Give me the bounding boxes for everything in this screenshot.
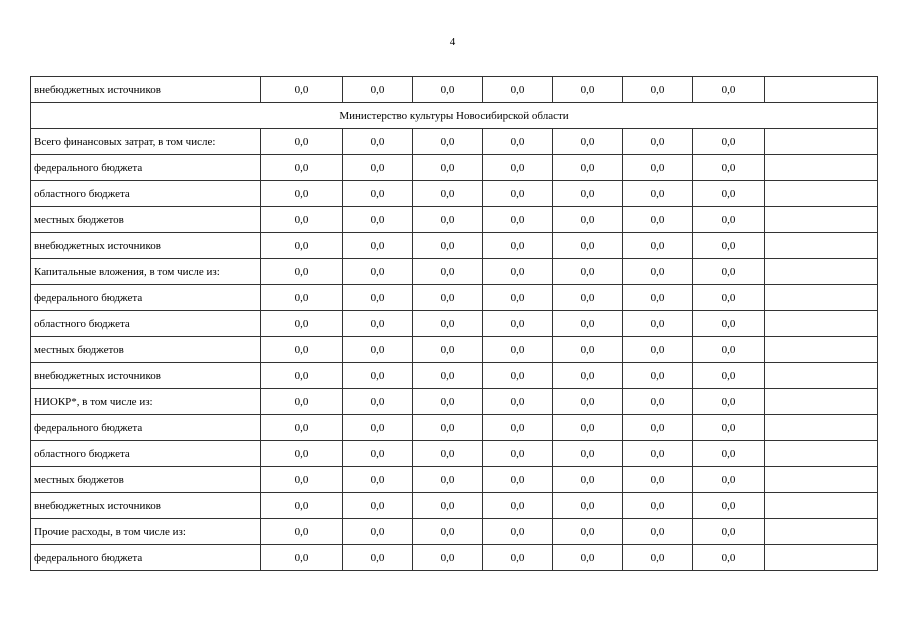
value-cell: 0,0 bbox=[483, 129, 553, 155]
note-cell bbox=[765, 129, 878, 155]
value-cell: 0,0 bbox=[623, 545, 693, 571]
value-cell: 0,0 bbox=[693, 77, 765, 103]
note-cell bbox=[765, 519, 878, 545]
value-cell: 0,0 bbox=[483, 207, 553, 233]
note-cell bbox=[765, 155, 878, 181]
value-cell: 0,0 bbox=[413, 545, 483, 571]
value-cell: 0,0 bbox=[261, 129, 343, 155]
row-label: внебюджетных источников bbox=[31, 363, 261, 389]
value-cell: 0,0 bbox=[553, 207, 623, 233]
table-row bbox=[31, 77, 878, 103]
value-cell: 0,0 bbox=[693, 129, 765, 155]
row-label: Всего финансовых затрат, в том числе: bbox=[31, 129, 261, 155]
value-cell: 0,0 bbox=[261, 155, 343, 181]
value-cell: 0,0 bbox=[261, 207, 343, 233]
value-cell: 0,0 bbox=[343, 259, 413, 285]
value-cell: 0,0 bbox=[413, 467, 483, 493]
value-cell: 0,0 bbox=[261, 259, 343, 285]
table-row bbox=[31, 233, 878, 259]
value-cell: 0,0 bbox=[343, 467, 413, 493]
value-cell: 0,0 bbox=[413, 389, 483, 415]
table-row bbox=[31, 259, 878, 285]
value-cell: 0,0 bbox=[261, 233, 343, 259]
value-cell: 0,0 bbox=[483, 259, 553, 285]
value-cell: 0,0 bbox=[343, 441, 413, 467]
section-header-row bbox=[31, 103, 878, 129]
table-row bbox=[31, 493, 878, 519]
value-cell: 0,0 bbox=[623, 129, 693, 155]
value-cell: 0,0 bbox=[413, 155, 483, 181]
table-row bbox=[31, 441, 878, 467]
value-cell: 0,0 bbox=[413, 441, 483, 467]
value-cell: 0,0 bbox=[261, 311, 343, 337]
value-cell: 0,0 bbox=[553, 155, 623, 181]
value-cell: 0,0 bbox=[261, 493, 343, 519]
value-cell: 0,0 bbox=[553, 233, 623, 259]
value-cell: 0,0 bbox=[553, 285, 623, 311]
value-cell: 0,0 bbox=[553, 389, 623, 415]
value-cell: 0,0 bbox=[553, 337, 623, 363]
table-row bbox=[31, 285, 878, 311]
value-cell: 0,0 bbox=[623, 285, 693, 311]
value-cell: 0,0 bbox=[343, 207, 413, 233]
table-row bbox=[31, 389, 878, 415]
value-cell: 0,0 bbox=[483, 233, 553, 259]
table-row bbox=[31, 467, 878, 493]
value-cell: 0,0 bbox=[343, 311, 413, 337]
value-cell: 0,0 bbox=[623, 337, 693, 363]
value-cell: 0,0 bbox=[553, 363, 623, 389]
value-cell: 0,0 bbox=[693, 207, 765, 233]
value-cell: 0,0 bbox=[623, 207, 693, 233]
value-cell: 0,0 bbox=[343, 337, 413, 363]
value-cell: 0,0 bbox=[623, 441, 693, 467]
value-cell: 0,0 bbox=[693, 493, 765, 519]
value-cell: 0,0 bbox=[553, 545, 623, 571]
value-cell: 0,0 bbox=[553, 415, 623, 441]
value-cell: 0,0 bbox=[693, 155, 765, 181]
note-cell bbox=[765, 415, 878, 441]
value-cell: 0,0 bbox=[483, 363, 553, 389]
value-cell: 0,0 bbox=[261, 467, 343, 493]
value-cell: 0,0 bbox=[623, 519, 693, 545]
row-label: федерального бюджета bbox=[31, 415, 261, 441]
value-cell: 0,0 bbox=[553, 181, 623, 207]
row-label: местных бюджетов bbox=[31, 337, 261, 363]
note-cell bbox=[765, 77, 878, 103]
value-cell: 0,0 bbox=[343, 493, 413, 519]
value-cell: 0,0 bbox=[343, 233, 413, 259]
table-body bbox=[31, 77, 878, 571]
note-cell bbox=[765, 441, 878, 467]
row-label: внебюджетных источников bbox=[31, 493, 261, 519]
value-cell: 0,0 bbox=[343, 155, 413, 181]
value-cell: 0,0 bbox=[483, 467, 553, 493]
table-row bbox=[31, 181, 878, 207]
value-cell: 0,0 bbox=[693, 363, 765, 389]
value-cell: 0,0 bbox=[483, 415, 553, 441]
value-cell: 0,0 bbox=[693, 259, 765, 285]
value-cell: 0,0 bbox=[483, 155, 553, 181]
value-cell: 0,0 bbox=[623, 77, 693, 103]
value-cell: 0,0 bbox=[623, 363, 693, 389]
value-cell: 0,0 bbox=[261, 363, 343, 389]
value-cell: 0,0 bbox=[343, 519, 413, 545]
value-cell: 0,0 bbox=[483, 77, 553, 103]
value-cell: 0,0 bbox=[343, 545, 413, 571]
value-cell: 0,0 bbox=[413, 337, 483, 363]
value-cell: 0,0 bbox=[623, 415, 693, 441]
value-cell: 0,0 bbox=[483, 311, 553, 337]
value-cell: 0,0 bbox=[413, 129, 483, 155]
value-cell: 0,0 bbox=[693, 467, 765, 493]
note-cell bbox=[765, 285, 878, 311]
value-cell: 0,0 bbox=[261, 441, 343, 467]
row-label: областного бюджета bbox=[31, 181, 261, 207]
row-label: Прочие расходы, в том числе из: bbox=[31, 519, 261, 545]
value-cell: 0,0 bbox=[693, 311, 765, 337]
value-cell: 0,0 bbox=[483, 493, 553, 519]
section-title: Министерство культуры Новосибирской области bbox=[31, 103, 878, 129]
value-cell: 0,0 bbox=[413, 415, 483, 441]
value-cell: 0,0 bbox=[483, 285, 553, 311]
note-cell bbox=[765, 311, 878, 337]
row-label: федерального бюджета bbox=[31, 545, 261, 571]
value-cell: 0,0 bbox=[343, 129, 413, 155]
value-cell: 0,0 bbox=[553, 519, 623, 545]
value-cell: 0,0 bbox=[261, 389, 343, 415]
value-cell: 0,0 bbox=[261, 77, 343, 103]
row-label: местных бюджетов bbox=[31, 207, 261, 233]
row-label: областного бюджета bbox=[31, 441, 261, 467]
value-cell: 0,0 bbox=[553, 129, 623, 155]
value-cell: 0,0 bbox=[623, 233, 693, 259]
value-cell: 0,0 bbox=[623, 389, 693, 415]
value-cell: 0,0 bbox=[413, 493, 483, 519]
note-cell bbox=[765, 363, 878, 389]
table-row bbox=[31, 311, 878, 337]
value-cell: 0,0 bbox=[693, 441, 765, 467]
value-cell: 0,0 bbox=[261, 415, 343, 441]
value-cell: 0,0 bbox=[623, 259, 693, 285]
row-label: внебюджетных источников bbox=[31, 233, 261, 259]
note-cell bbox=[765, 467, 878, 493]
note-cell bbox=[765, 259, 878, 285]
value-cell: 0,0 bbox=[413, 77, 483, 103]
value-cell: 0,0 bbox=[343, 389, 413, 415]
table-row bbox=[31, 129, 878, 155]
row-label: областного бюджета bbox=[31, 311, 261, 337]
value-cell: 0,0 bbox=[483, 389, 553, 415]
value-cell: 0,0 bbox=[343, 415, 413, 441]
value-cell: 0,0 bbox=[413, 519, 483, 545]
value-cell: 0,0 bbox=[261, 181, 343, 207]
note-cell bbox=[765, 337, 878, 363]
value-cell: 0,0 bbox=[623, 311, 693, 337]
value-cell: 0,0 bbox=[693, 337, 765, 363]
row-label: НИОКР*, в том числе из: bbox=[31, 389, 261, 415]
value-cell: 0,0 bbox=[693, 415, 765, 441]
value-cell: 0,0 bbox=[553, 77, 623, 103]
table-row bbox=[31, 415, 878, 441]
value-cell: 0,0 bbox=[413, 285, 483, 311]
value-cell: 0,0 bbox=[693, 389, 765, 415]
value-cell: 0,0 bbox=[261, 285, 343, 311]
value-cell: 0,0 bbox=[553, 493, 623, 519]
value-cell: 0,0 bbox=[483, 181, 553, 207]
table-row bbox=[31, 337, 878, 363]
page-number: 4 bbox=[449, 36, 456, 48]
value-cell: 0,0 bbox=[553, 467, 623, 493]
value-cell: 0,0 bbox=[483, 441, 553, 467]
value-cell: 0,0 bbox=[413, 207, 483, 233]
value-cell: 0,0 bbox=[413, 233, 483, 259]
value-cell: 0,0 bbox=[413, 259, 483, 285]
value-cell: 0,0 bbox=[553, 441, 623, 467]
financing-table bbox=[30, 76, 878, 571]
row-label: внебюджетных источников bbox=[31, 77, 261, 103]
value-cell: 0,0 bbox=[693, 233, 765, 259]
value-cell: 0,0 bbox=[343, 181, 413, 207]
value-cell: 0,0 bbox=[623, 181, 693, 207]
value-cell: 0,0 bbox=[623, 155, 693, 181]
value-cell: 0,0 bbox=[483, 337, 553, 363]
value-cell: 0,0 bbox=[343, 77, 413, 103]
value-cell: 0,0 bbox=[623, 493, 693, 519]
value-cell: 0,0 bbox=[261, 545, 343, 571]
table-row bbox=[31, 363, 878, 389]
value-cell: 0,0 bbox=[693, 181, 765, 207]
note-cell bbox=[765, 545, 878, 571]
table-row bbox=[31, 155, 878, 181]
note-cell bbox=[765, 493, 878, 519]
value-cell: 0,0 bbox=[693, 519, 765, 545]
value-cell: 0,0 bbox=[343, 285, 413, 311]
row-label: федерального бюджета bbox=[31, 155, 261, 181]
note-cell bbox=[765, 389, 878, 415]
value-cell: 0,0 bbox=[693, 285, 765, 311]
table-row bbox=[31, 519, 878, 545]
value-cell: 0,0 bbox=[343, 363, 413, 389]
row-label: федерального бюджета bbox=[31, 285, 261, 311]
value-cell: 0,0 bbox=[483, 519, 553, 545]
value-cell: 0,0 bbox=[483, 545, 553, 571]
value-cell: 0,0 bbox=[413, 311, 483, 337]
value-cell: 0,0 bbox=[261, 337, 343, 363]
note-cell bbox=[765, 233, 878, 259]
value-cell: 0,0 bbox=[693, 545, 765, 571]
value-cell: 0,0 bbox=[553, 259, 623, 285]
value-cell: 0,0 bbox=[413, 181, 483, 207]
table-row bbox=[31, 545, 878, 571]
row-label: Капитальные вложения, в том числе из: bbox=[31, 259, 261, 285]
value-cell: 0,0 bbox=[261, 519, 343, 545]
note-cell bbox=[765, 181, 878, 207]
value-cell: 0,0 bbox=[413, 363, 483, 389]
table-row bbox=[31, 207, 878, 233]
value-cell: 0,0 bbox=[553, 311, 623, 337]
row-label: местных бюджетов bbox=[31, 467, 261, 493]
value-cell: 0,0 bbox=[623, 467, 693, 493]
note-cell bbox=[765, 207, 878, 233]
